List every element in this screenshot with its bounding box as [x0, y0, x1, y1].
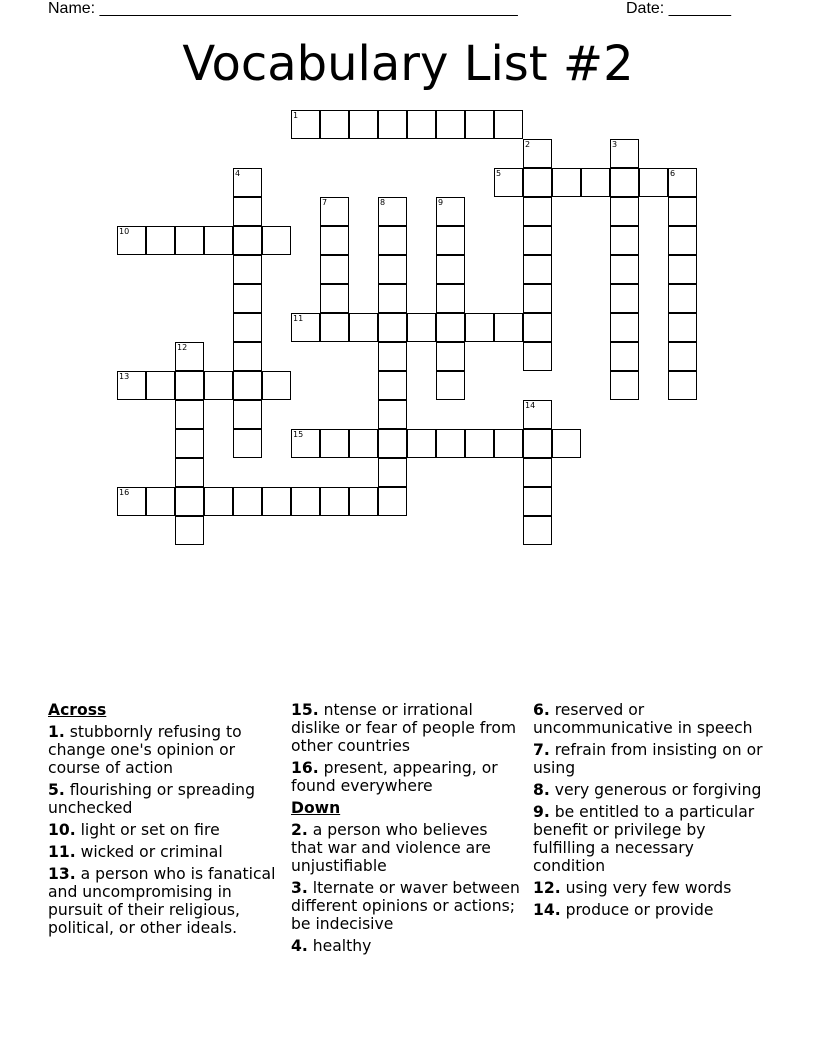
crossword-cell[interactable]	[523, 400, 552, 429]
crossword-cell[interactable]	[349, 313, 378, 342]
clue-number: 15	[293, 430, 304, 439]
crossword-cell[interactable]	[233, 342, 262, 371]
crossword-cell[interactable]	[233, 313, 262, 342]
clues-column-3	[533, 701, 765, 923]
clue-number: 9	[438, 198, 444, 207]
crossword-cell[interactable]	[465, 110, 494, 139]
crossword-cell[interactable]	[610, 255, 639, 284]
crossword-cell[interactable]	[233, 400, 262, 429]
crossword-cell[interactable]	[262, 487, 291, 516]
clue-number: 10	[119, 227, 130, 236]
crossword-cell[interactable]	[639, 168, 668, 197]
crossword-cell[interactable]	[610, 371, 639, 400]
clues-column-2	[291, 701, 523, 959]
clue-number: 4	[235, 169, 241, 178]
crossword-cell[interactable]	[349, 110, 378, 139]
crossword-cell[interactable]	[262, 371, 291, 400]
down-clue: 4. healthy	[291, 937, 372, 955]
crossword-cell[interactable]	[204, 226, 233, 255]
crossword-cell[interactable]	[378, 342, 407, 371]
crossword-cell[interactable]	[610, 313, 639, 342]
crossword-cell[interactable]	[523, 284, 552, 313]
crossword-cell[interactable]	[378, 110, 407, 139]
crossword-cell[interactable]	[320, 487, 349, 516]
crossword-cell[interactable]	[378, 255, 407, 284]
crossword-cell[interactable]	[146, 371, 175, 400]
down-clue: 7. refrain from insisting on or using	[533, 741, 763, 777]
across-clue: 16. present, appearing, or found everywhere	[291, 759, 498, 795]
crossword-cell[interactable]	[407, 313, 436, 342]
crossword-cell[interactable]	[204, 371, 233, 400]
crossword-cell[interactable]	[175, 371, 204, 400]
clue-number: 1	[293, 111, 299, 120]
crossword-cell[interactable]	[378, 458, 407, 487]
crossword-cell[interactable]	[291, 313, 320, 342]
clues-column-1	[48, 701, 280, 941]
crossword-cell[interactable]	[610, 139, 639, 168]
clue-number: 16	[119, 488, 130, 497]
crossword-cell[interactable]	[610, 284, 639, 313]
across-clue: 13. a person who is fanatical and uncompromising in pursuit of their religious, political, or other ideals.	[48, 865, 276, 937]
crossword-cell[interactable]	[233, 197, 262, 226]
clue-number: 6	[670, 169, 676, 178]
crossword-cell[interactable]	[233, 284, 262, 313]
crossword-cell[interactable]	[175, 226, 204, 255]
clue-number: 3	[612, 140, 618, 149]
crossword-cell[interactable]	[407, 110, 436, 139]
crossword-cell[interactable]	[436, 313, 465, 342]
down-clue: 8. very generous or forgiving	[533, 781, 762, 799]
crossword-cell[interactable]	[523, 429, 552, 458]
crossword-cell[interactable]	[668, 371, 697, 400]
across-clue: 10. light or set on fire	[48, 821, 220, 839]
crossword-cell[interactable]	[523, 197, 552, 226]
crossword-cell[interactable]	[465, 313, 494, 342]
crossword-cell[interactable]	[175, 429, 204, 458]
crossword-cell[interactable]	[668, 226, 697, 255]
crossword-cell[interactable]	[117, 226, 146, 255]
crossword-cell[interactable]	[610, 197, 639, 226]
crossword-cell[interactable]	[117, 487, 146, 516]
crossword-cell[interactable]	[378, 400, 407, 429]
across-clue: 1. stubbornly refusing to change one's opinion or course of action	[48, 723, 242, 777]
crossword-cell[interactable]	[436, 226, 465, 255]
crossword-cell[interactable]	[668, 313, 697, 342]
crossword-cell[interactable]	[436, 197, 465, 226]
crossword-cell[interactable]	[378, 487, 407, 516]
crossword-cell[interactable]	[523, 226, 552, 255]
crossword-cell[interactable]	[407, 429, 436, 458]
crossword-cell[interactable]	[436, 342, 465, 371]
crossword-cell[interactable]	[465, 429, 494, 458]
down-clue: 14. produce or provide	[533, 901, 714, 919]
crossword-cell[interactable]	[523, 168, 552, 197]
across-heading: Across	[48, 701, 107, 719]
crossword-cell[interactable]	[436, 371, 465, 400]
clue-number: 11	[293, 314, 304, 323]
down-clue: 9. be entitled to a particular benefit or privilege by fulfilling a necessary condition	[533, 803, 755, 875]
crossword-cell[interactable]	[494, 313, 523, 342]
crossword-cell[interactable]	[146, 226, 175, 255]
clue-number: 14	[525, 401, 536, 410]
crossword-cell[interactable]	[610, 226, 639, 255]
crossword-cell[interactable]	[175, 458, 204, 487]
crossword-cell[interactable]	[552, 168, 581, 197]
down-heading: Down	[291, 799, 341, 817]
clue-number: 7	[322, 198, 328, 207]
crossword-cell[interactable]	[175, 516, 204, 545]
crossword-cell[interactable]	[349, 487, 378, 516]
crossword-cell[interactable]	[436, 255, 465, 284]
name-field-label: Name: _______________________________________________	[48, 0, 518, 17]
crossword-cell[interactable]	[378, 226, 407, 255]
crossword-cell[interactable]	[494, 429, 523, 458]
crossword-cell[interactable]	[233, 429, 262, 458]
crossword-cell[interactable]	[175, 487, 204, 516]
clue-number: 2	[525, 140, 531, 149]
crossword-cell[interactable]	[523, 313, 552, 342]
down-clue: 6. reserved or uncommunicative in speech	[533, 701, 753, 737]
crossword-cell[interactable]	[668, 168, 697, 197]
clue-number: 12	[177, 343, 188, 352]
clue-number: 13	[119, 372, 130, 381]
crossword-cell[interactable]	[668, 197, 697, 226]
clue-number: 8	[380, 198, 386, 207]
crossword-cell[interactable]	[581, 168, 610, 197]
crossword-cell[interactable]	[668, 255, 697, 284]
crossword-cell[interactable]	[233, 226, 262, 255]
clue-number: 5	[496, 169, 502, 178]
crossword-cell[interactable]	[320, 197, 349, 226]
crossword-cell[interactable]	[233, 255, 262, 284]
crossword-cell[interactable]	[378, 371, 407, 400]
down-clue: 3. lternate or waver between different opinions or actions; be indecisive	[291, 879, 520, 933]
crossword-cell[interactable]	[436, 110, 465, 139]
crossword-cell[interactable]	[378, 284, 407, 313]
crossword-cell[interactable]	[668, 284, 697, 313]
crossword-cell[interactable]	[291, 429, 320, 458]
crossword-cell[interactable]	[523, 458, 552, 487]
crossword-cell[interactable]	[378, 313, 407, 342]
crossword-cell[interactable]	[494, 168, 523, 197]
crossword-cell[interactable]	[320, 429, 349, 458]
crossword-cell[interactable]	[378, 429, 407, 458]
crossword-cell[interactable]	[349, 429, 378, 458]
crossword-cell[interactable]	[523, 342, 552, 371]
across-clue: 11. wicked or criminal	[48, 843, 223, 861]
crossword-cell[interactable]	[523, 255, 552, 284]
crossword-cell[interactable]	[552, 429, 581, 458]
crossword-cell[interactable]	[320, 110, 349, 139]
crossword-cell[interactable]	[320, 313, 349, 342]
crossword-cell[interactable]	[262, 226, 291, 255]
crossword-cell[interactable]	[436, 429, 465, 458]
crossword-cell[interactable]	[610, 342, 639, 371]
crossword-cell[interactable]	[291, 110, 320, 139]
across-clue: 15. ntense or irrational dislike or fear of people from other countries	[291, 701, 517, 755]
date-field-label: Date: _______	[626, 0, 731, 17]
crossword-cell[interactable]	[378, 197, 407, 226]
crossword-cell[interactable]	[233, 371, 262, 400]
crossword-cell[interactable]	[320, 226, 349, 255]
crossword-cell[interactable]	[233, 487, 262, 516]
down-clue: 12. using very few words	[533, 879, 732, 897]
crossword-cell[interactable]	[233, 168, 262, 197]
crossword-cell[interactable]	[523, 516, 552, 545]
crossword-cell[interactable]	[146, 487, 175, 516]
crossword-cell[interactable]	[320, 284, 349, 313]
crossword-cell[interactable]	[610, 168, 639, 197]
across-clue: 5. flourishing or spreading unchecked	[48, 781, 255, 817]
crossword-cell[interactable]	[494, 110, 523, 139]
page-title: Vocabulary List #2	[182, 36, 634, 92]
crossword-cell[interactable]	[436, 284, 465, 313]
crossword-cell[interactable]	[117, 371, 146, 400]
crossword-cell[interactable]	[175, 400, 204, 429]
crossword-cell[interactable]	[175, 342, 204, 371]
crossword-cell[interactable]	[291, 487, 320, 516]
down-clue: 2. a person who believes that war and violence are unjustifiable	[291, 821, 491, 875]
crossword-cell[interactable]	[204, 487, 233, 516]
crossword-cell[interactable]	[320, 255, 349, 284]
crossword-cell[interactable]	[523, 487, 552, 516]
crossword-cell[interactable]	[523, 139, 552, 168]
crossword-cell[interactable]	[668, 342, 697, 371]
